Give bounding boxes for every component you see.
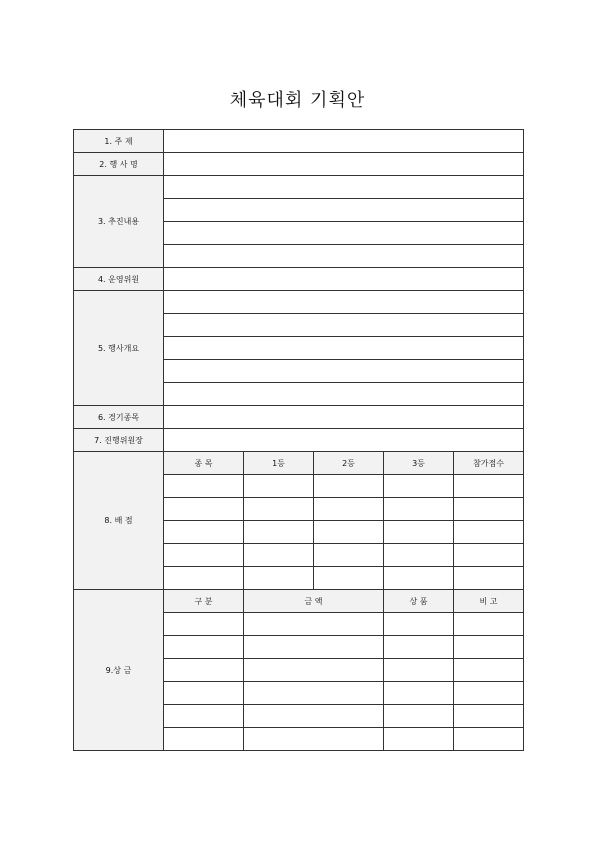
prize-cell[interactable] [384,613,454,636]
prize-cell[interactable] [244,728,384,751]
score-cell[interactable] [384,521,454,544]
field-overview-5[interactable] [164,383,524,406]
field-committee[interactable] [164,268,524,291]
score-cell[interactable] [314,567,384,590]
label-scoring: 8. 배 점 [74,452,164,590]
prize-header-goods: 상 품 [384,590,454,613]
score-cell[interactable] [164,498,244,521]
prize-cell[interactable] [164,728,244,751]
field-plan-content-1[interactable] [164,176,524,199]
prize-cell[interactable] [384,728,454,751]
prize-cell[interactable] [454,613,524,636]
prize-cell[interactable] [164,636,244,659]
prize-cell[interactable] [244,659,384,682]
prize-header-amount: 금 액 [244,590,384,613]
field-plan-content-2[interactable] [164,199,524,222]
field-overview-4[interactable] [164,360,524,383]
score-cell[interactable] [164,521,244,544]
label-committee: 4. 운영위원 [74,268,164,291]
prize-cell[interactable] [244,682,384,705]
score-cell[interactable] [454,567,524,590]
prize-cell[interactable] [164,705,244,728]
score-cell[interactable] [454,498,524,521]
score-cell[interactable] [164,567,244,590]
prize-cell[interactable] [164,659,244,682]
score-cell[interactable] [314,475,384,498]
score-cell[interactable] [314,544,384,567]
field-event-name[interactable] [164,153,524,176]
prize-cell[interactable] [384,659,454,682]
score-cell[interactable] [244,498,314,521]
label-topic: 1. 주 제 [74,130,164,153]
prize-cell[interactable] [454,705,524,728]
score-cell[interactable] [164,475,244,498]
field-plan-content-4[interactable] [164,245,524,268]
score-cell[interactable] [314,521,384,544]
prize-cell[interactable] [384,636,454,659]
field-plan-content-3[interactable] [164,222,524,245]
field-chair[interactable] [164,429,524,452]
score-cell[interactable] [164,544,244,567]
field-overview-1[interactable] [164,291,524,314]
label-event-name: 2. 행 사 명 [74,153,164,176]
score-header-2nd: 2등 [314,452,384,475]
prize-cell[interactable] [454,636,524,659]
score-cell[interactable] [384,475,454,498]
label-plan-content: 3. 추진내용 [74,176,164,268]
field-topic[interactable] [164,130,524,153]
score-cell[interactable] [244,475,314,498]
field-overview-2[interactable] [164,314,524,337]
score-cell[interactable] [244,521,314,544]
score-cell[interactable] [314,498,384,521]
prize-cell[interactable] [164,613,244,636]
score-cell[interactable] [384,567,454,590]
label-events: 6. 경기종목 [74,406,164,429]
field-events[interactable] [164,406,524,429]
score-cell[interactable] [244,544,314,567]
score-header-event: 종 목 [164,452,244,475]
label-chair: 7. 진행위원장 [74,429,164,452]
field-overview-3[interactable] [164,337,524,360]
score-cell[interactable] [244,567,314,590]
score-cell[interactable] [384,498,454,521]
score-cell[interactable] [454,475,524,498]
score-header-participation: 참가점수 [454,452,524,475]
label-overview: 5. 행사개요 [74,291,164,406]
score-header-3rd: 3등 [384,452,454,475]
prize-cell[interactable] [454,728,524,751]
score-cell[interactable] [454,544,524,567]
prize-header-note: 비 고 [454,590,524,613]
score-cell[interactable] [454,521,524,544]
prize-cell[interactable] [244,705,384,728]
document-title: 체육대회 기획안 [229,90,366,111]
prize-header-category: 구 분 [164,590,244,613]
score-header-1st: 1등 [244,452,314,475]
prize-cell[interactable] [384,682,454,705]
prize-cell[interactable] [244,636,384,659]
prize-cell[interactable] [454,659,524,682]
score-cell[interactable] [384,544,454,567]
prize-cell[interactable] [244,613,384,636]
prize-cell[interactable] [454,682,524,705]
prize-cell[interactable] [164,682,244,705]
label-prize: 9.상 금 [74,590,164,751]
plan-form-table [73,129,524,751]
prize-cell[interactable] [384,705,454,728]
